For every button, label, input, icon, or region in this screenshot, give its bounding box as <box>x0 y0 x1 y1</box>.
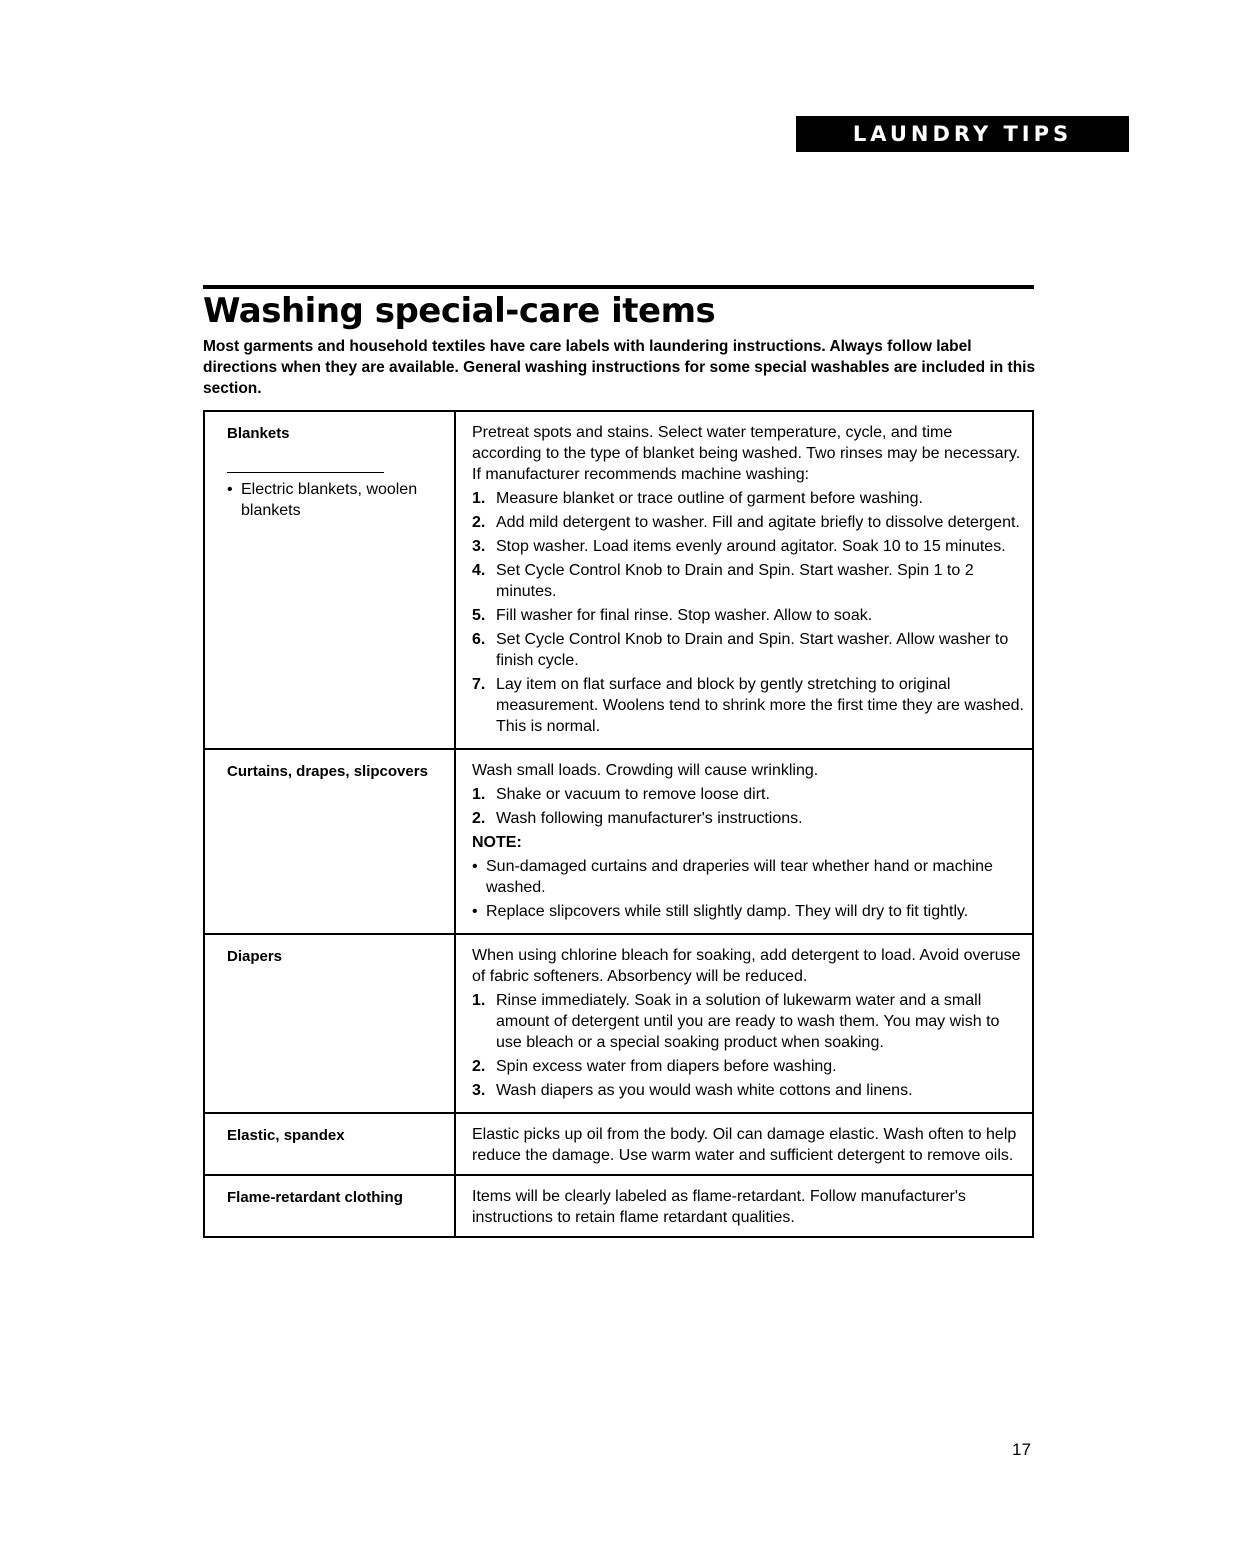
step-text: Measure blanket or trace outline of garment before washing. <box>496 490 923 507</box>
instructions-intro: When using chlorine bleach for soaking, add detergent to load. Avoid overuse of fabric softeners. Absorbency will be reduced. <box>472 947 1021 985</box>
intro-paragraph: Most garments and household textiles have care labels with laundering instructions. Always follow label directions when they are available. General washing instructions for some special washables are included in this section. <box>203 338 1036 397</box>
step-item <box>472 512 1024 533</box>
note-item <box>472 901 1024 922</box>
step-item <box>472 1056 1024 1077</box>
item-label-elastic: Elastic, spandex <box>227 1127 345 1144</box>
note-text: Replace slipcovers while still slightly damp. They will dry to fit tightly. <box>486 903 969 920</box>
instructions-cell-blankets <box>455 411 1033 749</box>
item-label-curtains: Curtains, drapes, slipcovers <box>227 763 428 780</box>
step-item <box>472 990 1024 1053</box>
item-cell-diapers <box>204 934 455 1113</box>
instructions-cell-elastic <box>455 1113 1033 1175</box>
item-label-blankets: Blankets <box>227 425 290 442</box>
instructions-lead: If manufacturer recommends machine washing: <box>472 466 810 483</box>
item-label-flame: Flame-retardant clothing <box>227 1189 403 1206</box>
table-row-flame <box>204 1175 1033 1237</box>
instructions-cell-diapers <box>455 934 1033 1113</box>
step-text: Spin excess water from diapers before washing. <box>496 1058 837 1075</box>
notes-list <box>472 856 1024 922</box>
table-row-blankets <box>204 411 1033 749</box>
step-number: 1. <box>472 490 486 507</box>
step-item <box>472 1080 1024 1101</box>
bullet-icon: • <box>472 903 478 920</box>
step-number: 1. <box>472 992 486 1009</box>
step-text: Add mild detergent to washer. Fill and agitate briefly to dissolve detergent. <box>496 514 1020 531</box>
step-item <box>472 560 1024 602</box>
steps-list <box>472 990 1024 1101</box>
instructions-cell-flame <box>455 1175 1033 1237</box>
step-item <box>472 808 1024 829</box>
item-sublabel-electric-blankets <box>227 479 446 521</box>
item-cell-flame <box>204 1175 455 1237</box>
step-text: Lay item on flat surface and block by gently stretching to original measurement. Woolens tend to shrink more the first time they are washed. This is normal. <box>496 676 1024 735</box>
table-row-diapers <box>204 934 1033 1113</box>
steps-list <box>472 488 1024 737</box>
item-divider <box>227 472 384 473</box>
item-cell-blankets <box>204 411 455 749</box>
item-cell-curtains <box>204 749 455 934</box>
step-number: 2. <box>472 1058 486 1075</box>
sublabel-text: Electric blankets, woolen blankets <box>241 481 418 519</box>
table-row-elastic <box>204 1113 1033 1175</box>
note-label: NOTE: <box>472 834 522 851</box>
step-item <box>472 784 1024 805</box>
step-text: Wash following manufacturer's instructions. <box>496 810 803 827</box>
instructions-cell-curtains <box>455 749 1033 934</box>
step-number: 2. <box>472 810 486 827</box>
item-cell-elastic <box>204 1113 455 1175</box>
step-item <box>472 674 1024 737</box>
instructions-text: Items will be clearly labeled as flame-retardant. Follow manufacturer's instructions to retain flame retardant qualities. <box>472 1188 966 1226</box>
instructions-intro: Wash small loads. Crowding will cause wrinkling. <box>472 762 819 779</box>
care-table <box>203 410 1034 1238</box>
bullet-icon: • <box>227 481 233 498</box>
table-row-curtains <box>204 749 1033 934</box>
step-number: 3. <box>472 538 486 555</box>
note-text: Sun-damaged curtains and draperies will tear whether hand or machine washed. <box>486 858 993 896</box>
step-item <box>472 536 1024 557</box>
step-text: Wash diapers as you would wash white cottons and linens. <box>496 1082 913 1099</box>
page-number: 17 <box>1012 1440 1031 1459</box>
step-text: Set Cycle Control Knob to Drain and Spin. Start washer. Allow washer to finish cycle. <box>496 631 1009 669</box>
page-title: Washing special-care items <box>203 291 716 331</box>
step-item <box>472 605 1024 626</box>
item-label-diapers: Diapers <box>227 948 283 965</box>
step-number: 5. <box>472 607 486 624</box>
step-number: 4. <box>472 562 486 579</box>
step-number: 1. <box>472 786 486 803</box>
section-tab: LAUNDRY TIPS <box>796 116 1129 152</box>
step-item <box>472 629 1024 671</box>
note-item <box>472 856 1024 898</box>
steps-list <box>472 784 1024 829</box>
bullet-icon: • <box>472 858 478 875</box>
step-number: 7. <box>472 676 486 693</box>
step-item <box>472 488 1024 509</box>
instructions-intro: Pretreat spots and stains. Select water temperature, cycle, and time according to the type of blanket being washed. Two rinses may be necessary. <box>472 424 1021 462</box>
step-text: Rinse immediately. Soak in a solution of lukewarm water and a small amount of detergent until you are ready to wash them. You may wish to use bleach or a special soaking product when soaking. <box>496 992 1000 1051</box>
step-text: Set Cycle Control Knob to Drain and Spin. Start washer. Spin 1 to 2 minutes. <box>496 562 974 600</box>
step-number: 2. <box>472 514 486 531</box>
title-rule <box>203 285 1034 289</box>
step-text: Stop washer. Load items evenly around agitator. Soak 10 to 15 minutes. <box>496 538 1006 555</box>
step-number: 3. <box>472 1082 486 1099</box>
step-text: Shake or vacuum to remove loose dirt. <box>496 786 770 803</box>
instructions-text: Elastic picks up oil from the body. Oil can damage elastic. Wash often to help reduce the damage. Use warm water and sufficient detergent to remove oils. <box>472 1126 1017 1164</box>
step-text: Fill washer for final rinse. Stop washer. Allow to soak. <box>496 607 873 624</box>
step-number: 6. <box>472 631 486 648</box>
